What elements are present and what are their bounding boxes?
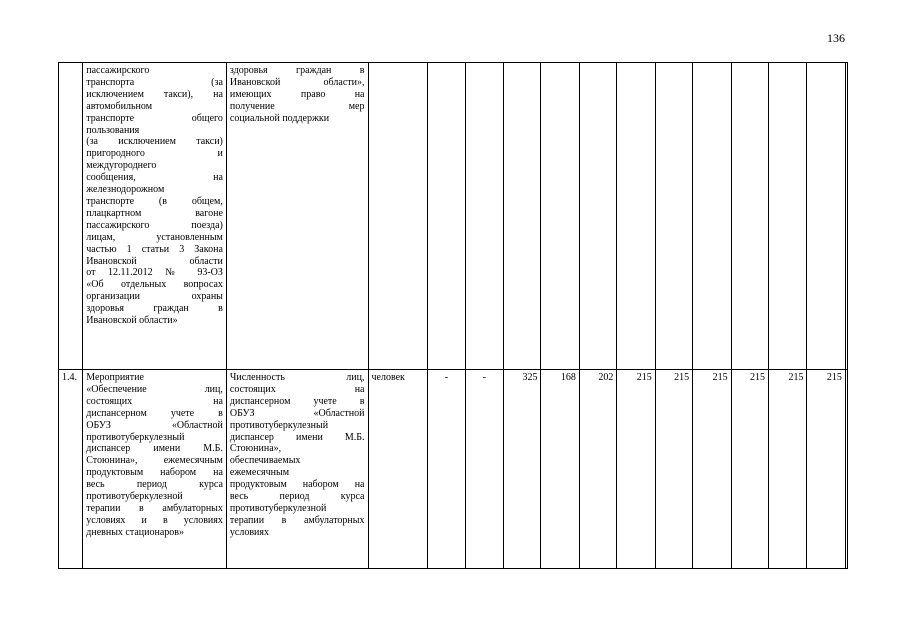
- value-cell: 215: [807, 370, 845, 569]
- page-number: 136: [827, 31, 845, 45]
- value-cell: [807, 63, 845, 370]
- value-cell: [428, 63, 465, 370]
- value-cell: 215: [731, 370, 768, 569]
- indicator-name-cell: здоровья граждан в Ивановской области», имеющих право на получение мер социальной поддержки: [226, 63, 368, 370]
- table-row: [59, 63, 848, 370]
- value-cell: [579, 63, 616, 370]
- value-cell: [465, 63, 503, 370]
- value-cell: 215: [655, 370, 692, 569]
- indicator-name-cell: Численность лиц, состоящих на диспансерном учете в ОБУЗ «Областной противотуберкулезный диспансер имени М.Б. Стоюнина», обеспечиваемых ежемесячным продуктовым набором на весь период курса противотуберкулезной терапии в амбулаторных условиях: [226, 370, 368, 569]
- value-cell: [769, 63, 807, 370]
- value-cell: 325: [504, 370, 541, 569]
- measure-name-cell: Мероприятие «Обеспечение лиц, состоящих на диспансерном учете в ОБУЗ «Областной противотуберкулезный диспансер имени М.Б. Стоюнина», ежемесячным продуктовым набором на весь период курса противотуберкулезной терапии в амбулаторных условиях и в условиях дневных стационаров»: [83, 370, 227, 569]
- unit-cell: человек: [368, 370, 428, 569]
- value-cell: -: [465, 370, 503, 569]
- value-cell: 215: [617, 370, 655, 569]
- value-cell: 202: [579, 370, 616, 569]
- value-cell: 168: [541, 370, 579, 569]
- program-indicators-table: [58, 62, 848, 569]
- value-cell: [655, 63, 692, 370]
- value-cell: [541, 63, 579, 370]
- table-row: [59, 370, 848, 569]
- value-cell: [693, 63, 731, 370]
- value-cell: -: [428, 370, 465, 569]
- unit-cell: [368, 63, 428, 370]
- value-cell: [845, 63, 847, 370]
- value-cell: [617, 63, 655, 370]
- row-index: [59, 63, 83, 370]
- value-cell: 215: [693, 370, 731, 569]
- value-cell: [504, 63, 541, 370]
- row-index: 1.4.: [59, 370, 83, 569]
- value-cell: 215: [769, 370, 807, 569]
- value-cell: [731, 63, 768, 370]
- measure-name-cell: пассажирского транспорта (за исключением такси), на автомобильном транспорте общего пользования (за исключением такси) пригородного и междугороднего сообщения, на железнодорожном транспорте (в общем, плацкартном вагоне пассажирского поезда) лицам, установленным частью 1 статьи 3 Закона Ивановской области от 12.11.2012 № 93-ОЗ «Об отдельных вопросах организации охраны здоровья граждан в Ивановской области»: [83, 63, 227, 370]
- value-cell: [845, 370, 847, 569]
